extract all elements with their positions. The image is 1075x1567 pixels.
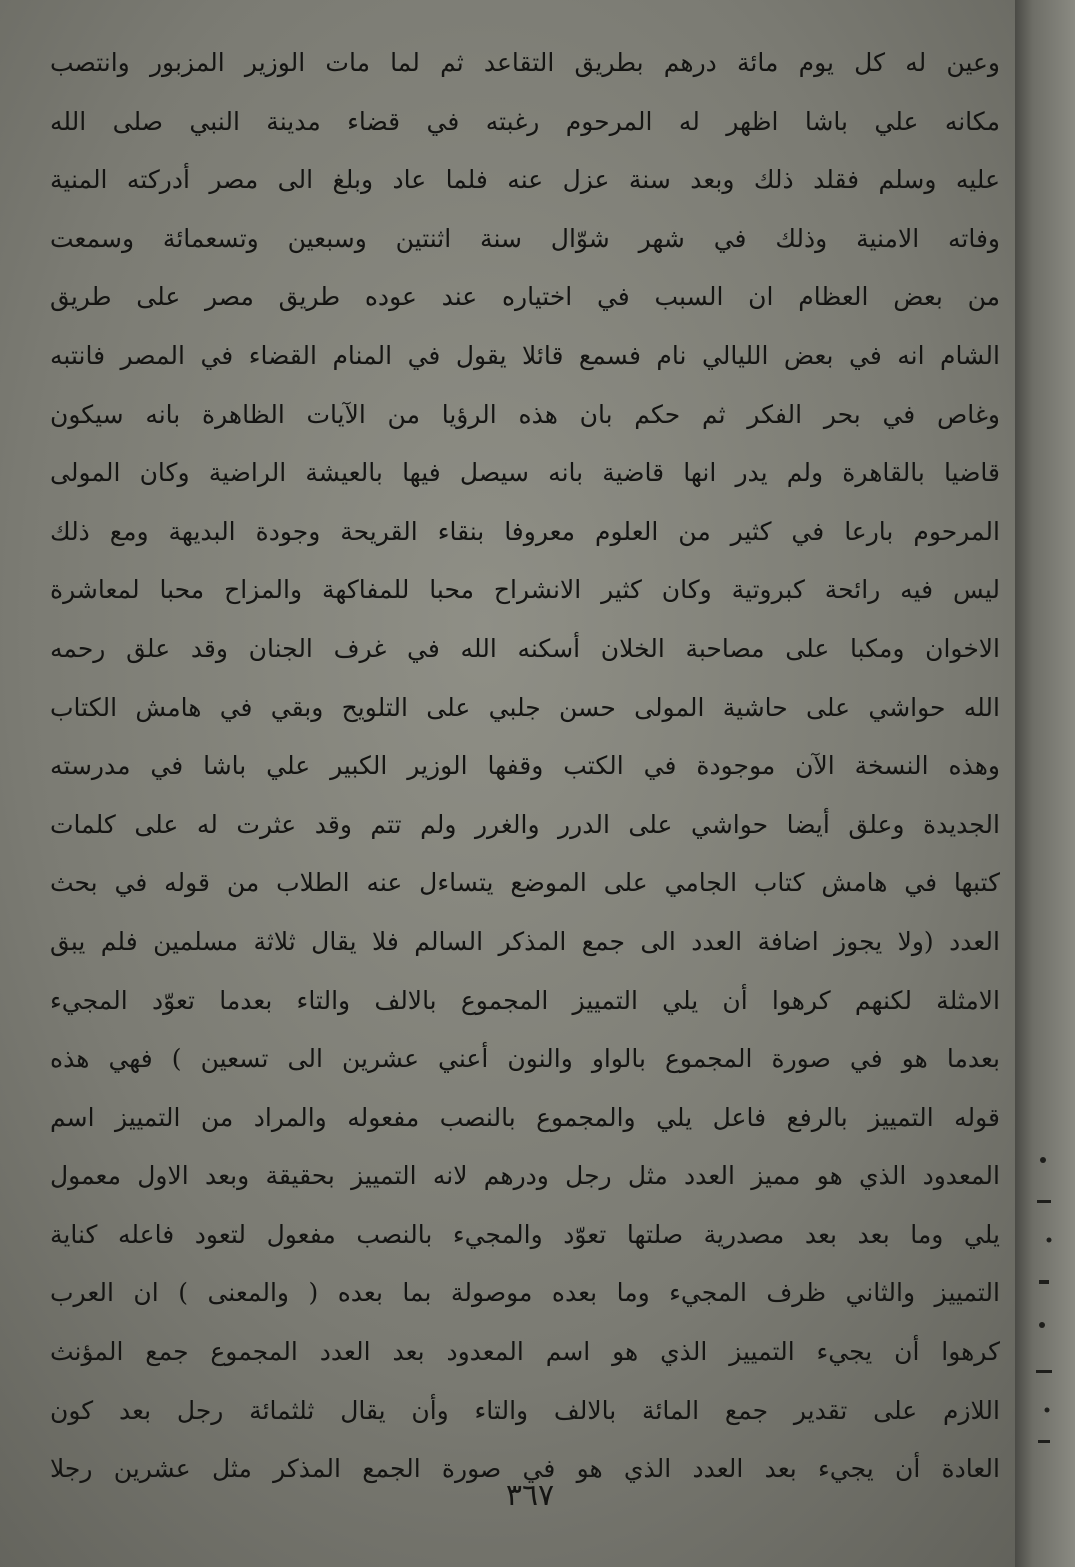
text-line: العدد (ولا يجوز اضافة العدد الى جمع المذكر السالم فلا يقال ثلاثة مسلمين فلم يبق: [50, 926, 1000, 956]
text-line: الجديدة وعلق أيضا حواشي على الدرر والغرر ولم تتم وقد عثرت له على كلمات: [50, 809, 1000, 839]
text-line: كرهوا أن يجيء التمييز الذي هو اسم المعدود بعد العدد المجموع جمع المؤنث: [50, 1337, 1000, 1367]
text-line: قوله التمييز بالرفع فاعل يلي والمجموع بالنصب مفعوله والمراد من التمييز اسم: [50, 1102, 1000, 1132]
text-line: التمييز والثاني ظرف المجيء وما بعده موصولة بما بعده ( والمعنى ) ان العرب: [50, 1278, 1000, 1308]
text-line: يلي وما بعد بعد مصدرية صلتها تعوّد والمجيء بالنصب مفعول لتعود فاعله كناية: [50, 1219, 1000, 1249]
text-line: الله حواشي على حاشية المولى حسن جلبي على التلويح وبقي في هامش الكتاب: [50, 692, 1000, 722]
text-line: وهذه النسخة الآن موجودة في الكتب وقفها الوزير الكبير علي باشا في مدرسته: [50, 751, 1000, 781]
text-line: مكانه علي باشا اظهر له المرحوم رغبته في قضاء مدينة النبي صلى الله: [50, 106, 1000, 136]
text-line: المعدود الذي هو مميز العدد مثل رجل ودرهم لانه التمييز بحقيقة وبعد الاول معمول: [50, 1161, 1000, 1191]
text-line: بعدما هو في صورة المجموع بالواو والنون أعني عشرين الى تسعين ) فهي هذه: [50, 1044, 1000, 1074]
text-line: الاخوان ومكبا على مصاحبة الخلان أسكنه الله في غرف الجنان وقد علق رحمه: [50, 633, 1000, 663]
text-line: الامثلة لكنهم كرهوا أن يلي التمييز المجموع بالالف والتاء بعدما تعوّد المجيء: [50, 985, 1000, 1015]
body-text: [50, 34, 1000, 1499]
text-line: المرحوم بارعا في كثير من العلوم معروفا بنقاء القريحة وجودة البديهة ومع ذلك: [50, 516, 1000, 546]
page-number: ٣٦٧: [505, 1478, 555, 1513]
adjacent-page-edge: [1015, 0, 1075, 1567]
text-line: وعين له كل يوم مائة درهم بطريق التقاعد ثم لما مات الوزير المزبور وانتصب: [50, 48, 1000, 77]
text-line: كتبها في هامش كتاب الجامي على الموضع يتساءل عنه الطلاب من قوله في بحث: [50, 868, 1000, 898]
text-line: وغاص في بحر الفكر ثم حكم بان هذه الرؤيا من الآيات الظاهرة بانه سيكون: [50, 399, 1000, 429]
text-line: الشام انه في بعض الليالي نام فسمع قائلا يقول في المنام القضاء في المصر فانتبه: [50, 340, 1000, 370]
text-line: عليه وسلم فقلد ذلك وبعد سنة عزل عنه فلما عاد وبلغ الى مصر أدركته المنية: [50, 165, 1000, 195]
text-line: اللازم على تقدير جمع المائة بالالف والتاء وأن يقال ثلثمائة رجل بعد كون: [50, 1395, 1000, 1425]
text-line: ليس فيه رائحة كبروتية وكان كثير الانشراح محبا للمفاكهة والمزاح محبا لمعاشرة: [50, 575, 1000, 605]
text-line: العادة أن يجيء بعد العدد الذي هو في صورة الجمع المذكر مثل عشرين رجلا: [50, 1454, 1000, 1484]
text-line: وفاته الامنية وذلك في شهر شوّال سنة اثنتين وسبعين وتسعمائة وسمعت: [50, 223, 1000, 253]
text-line: من بعض العظام ان السبب في اختياره عند عوده طريق مصر على طريق: [50, 282, 1000, 312]
adjacent-page-marks: [1033, 1140, 1073, 1460]
text-line: قاضيا بالقاهرة ولم يدر انها قاضية بانه سيصل فيها بالعيشة الراضية وكان المولى: [50, 458, 1000, 488]
